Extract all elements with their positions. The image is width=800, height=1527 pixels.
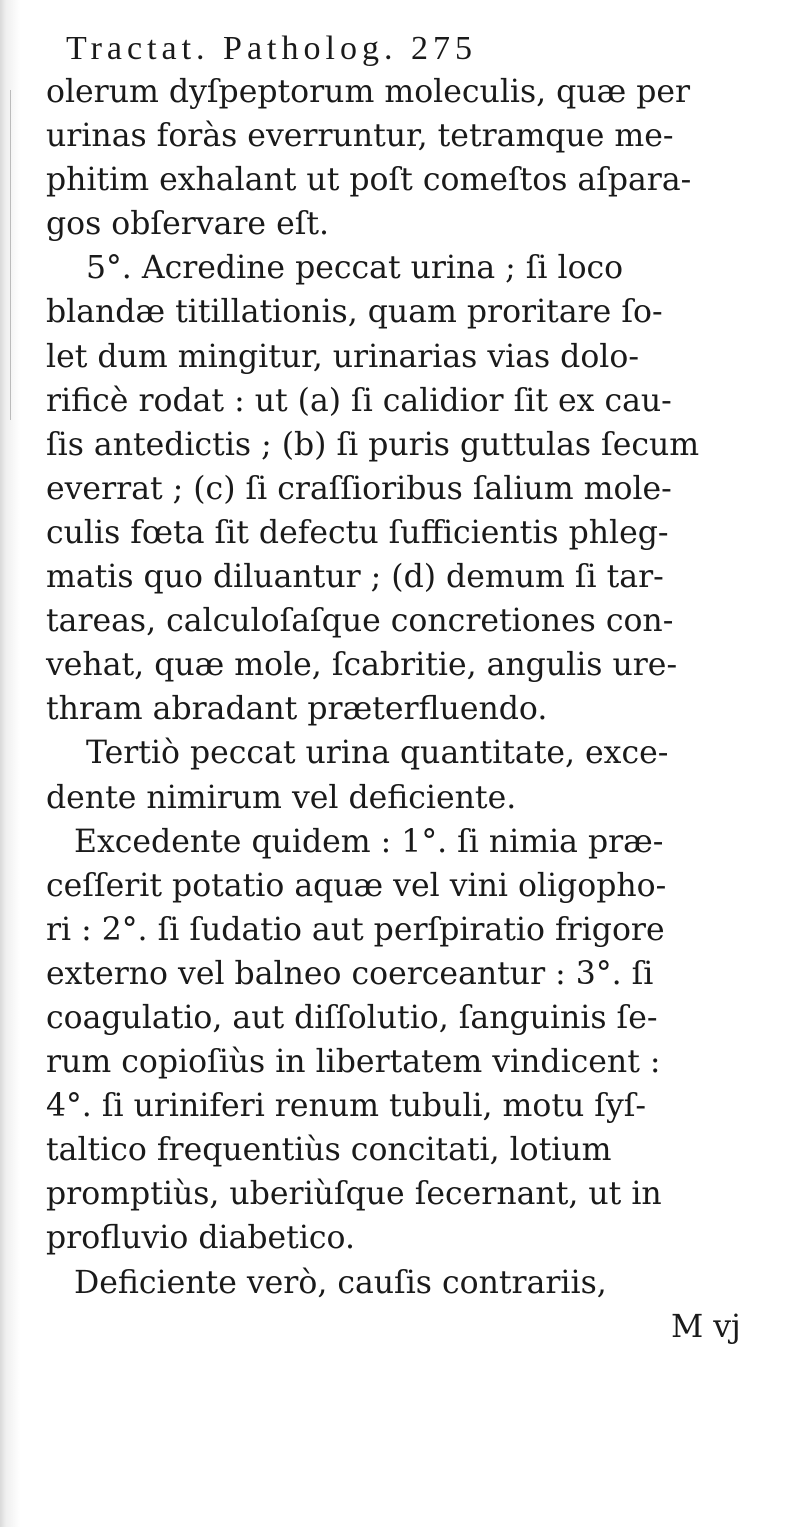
text-line: dente nimirum vel deficiente. <box>46 779 517 816</box>
text-line: ceſſerit potatio aquæ vel vini oligopho- <box>46 867 667 904</box>
signature-mark: M vj <box>671 1308 741 1345</box>
text-line: urinas foràs everruntur, tetramque me- <box>46 118 674 155</box>
text-line: ri : 2°. ſi ſudatio aut perſpiratio frigore <box>46 911 665 948</box>
text-line: everrat ; (c) ſi craſſioribus ſalium mole- <box>46 470 672 507</box>
text-line: 5°. Acredine peccat urina ; ſi loco <box>86 250 624 287</box>
text-line: rum copioſiùs in libertatem vindicent : <box>46 1044 661 1081</box>
text-line: externo vel balneo coerceantur : 3°. ſi <box>46 955 654 992</box>
text-line: gos obſervare eſt. <box>46 206 330 243</box>
text-line: thram abradant præterfluendo. <box>46 691 548 728</box>
text-line: blandæ titillationis, quam proritare ſo- <box>46 294 663 331</box>
text-line: olerum dyſpeptorum moleculis, quæ per <box>46 74 691 110</box>
text-line: taltico frequentiùs concitati, lotium <box>46 1132 612 1169</box>
text-line: tareas, calculoſaſque concretiones con- <box>46 603 674 640</box>
text-line: Deficiente verò, cauſis contrariis, <box>74 1264 607 1301</box>
text-line: profluvio diabetico. <box>46 1220 355 1257</box>
text-line: rificè rodat : ut (a) ſi calidior ſit ex cau- <box>46 382 672 419</box>
text-line: ſis antedictis ; (b) ſi puris guttulas ſecum <box>46 426 700 463</box>
running-head: Tractat. Patholog. 275 <box>66 30 477 67</box>
gutter-line <box>10 90 11 420</box>
text-line: culis fœta ſit defectu ſufficientis phleg- <box>46 514 669 551</box>
text-line: promptiùs, uberiùſque ſecernant, ut in <box>46 1176 662 1213</box>
text-line: let dum mingitur, urinarias vias dolo- <box>46 338 639 375</box>
text-line: Tertiò peccat urina quantitate, exce- <box>86 735 669 772</box>
text-line: matis quo diluantur ; (d) demum ſi tar- <box>46 559 664 596</box>
page-gutter <box>0 0 24 1527</box>
text-line: phitim exhalant ut poſt comeſtos aſpara- <box>46 162 692 199</box>
text-line: vehat, quæ mole, ſcabritie, angulis ure- <box>46 647 678 684</box>
text-line: Excedente quidem : 1°. ſi nimia præ- <box>74 823 664 860</box>
text-line: coagulatio, aut diſſolutio, ſanguinis ſe- <box>46 999 658 1036</box>
page-text <box>46 28 781 1349</box>
text-line: 4°. ſi uriniferi renum tubuli, motu ſyſ- <box>46 1088 647 1125</box>
